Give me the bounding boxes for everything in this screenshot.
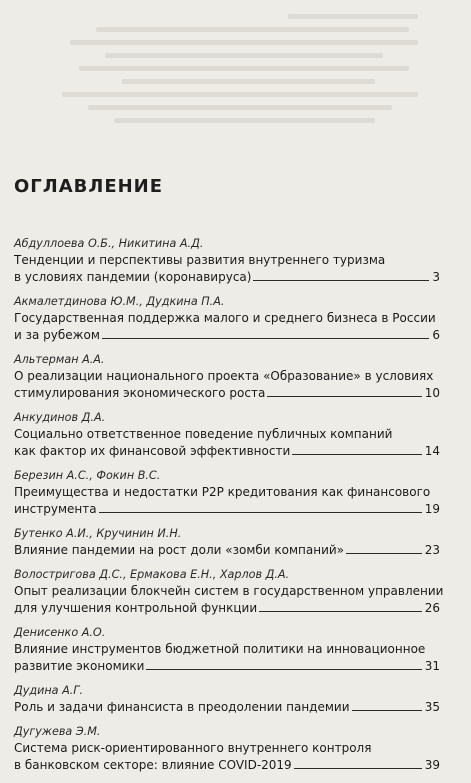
- toc-entry-last-line: [14, 269, 440, 286]
- toc-entry[interactable]: [14, 410, 440, 460]
- toc-leader-line: [99, 512, 422, 513]
- toc-leader-line: [146, 669, 421, 670]
- toc-leader-line: [102, 338, 429, 339]
- toc-entry[interactable]: [14, 724, 440, 774]
- toc-page-number: 26: [424, 601, 440, 615]
- toc-page-number: 35: [424, 700, 440, 714]
- toc-page-number: 39: [424, 758, 440, 772]
- toc-entry[interactable]: [14, 236, 440, 286]
- toc-entry-title-line: О реализации национального проекта «Образование» в условиях: [14, 369, 434, 383]
- toc-entry-title-line: Государственная поддержка малого и среднего бизнеса в России: [14, 311, 436, 325]
- toc-entry-authors: Волостригова Д.С., Ермакова Е.Н., Харлов Д.А.: [14, 568, 290, 581]
- toc-entry-title-line: Социально ответственное поведение публичных компаний: [14, 427, 393, 441]
- toc-entry-title-end: в банковском секторе: влияние COVID-2019: [14, 758, 292, 772]
- toc-entry-authors: Анкудинов Д.А.: [14, 411, 106, 424]
- toc-entry-last-line: [14, 542, 440, 559]
- toc-entry-authors: Бутенко А.И., Кручинин И.Н.: [14, 527, 182, 540]
- toc-entry-title-end: Роль и задачи финансиста в преодолении пандемии: [14, 700, 350, 714]
- toc-entry-authors: Дудина А.Г.: [14, 684, 84, 697]
- toc-entry-title-line: Преимущества и недостатки P2P кредитования как финансового: [14, 485, 431, 499]
- toc-entry-authors: Акмалетдинова Ю.М., Дудкина П.А.: [14, 295, 225, 308]
- toc-page-number: 10: [424, 386, 440, 400]
- toc-entry-title-line: Тенденции и перспективы развития внутреннего туризма: [14, 253, 386, 267]
- toc-entry-last-line: [14, 757, 440, 774]
- toc-leader-line: [292, 454, 421, 455]
- toc-entry[interactable]: [14, 567, 444, 617]
- toc-page-number: 23: [424, 543, 440, 557]
- toc-page-number: 31: [424, 659, 440, 673]
- toc-entry-title-end: инструмента: [14, 502, 97, 516]
- toc-entry-last-line: [14, 699, 440, 716]
- toc-entry-last-line: [14, 501, 440, 518]
- toc-entry-title-line: Опыт реализации блокчейн систем в государственном управлении: [14, 584, 444, 598]
- toc-entry-title-end: в условиях пандемии (коронавируса): [14, 270, 252, 284]
- toc-entry[interactable]: [14, 352, 440, 402]
- toc-entry-authors: Березин А.С., Фокин В.С.: [14, 469, 161, 482]
- toc-entry-last-line: [14, 600, 440, 617]
- toc-entry-authors: Альтерман А.А.: [14, 353, 105, 366]
- toc-entry-title-line: Система риск-ориентированного внутреннего контроля: [14, 741, 372, 755]
- toc-entry-last-line: [14, 385, 440, 402]
- toc-list: [14, 236, 444, 782]
- bleed-through-text: [18, 6, 453, 156]
- toc-page-number: 6: [432, 328, 440, 342]
- toc-entry[interactable]: [14, 294, 440, 344]
- toc-entry-title-end: развитие экономики: [14, 659, 145, 673]
- toc-entry-title-end: Влияние пандемии на рост доли «зомби компаний»: [14, 543, 345, 557]
- toc-entry-authors: Дугужева Э.М.: [14, 725, 101, 738]
- toc-entry-title-end: и за рубежом: [14, 328, 100, 342]
- toc-entry[interactable]: [14, 683, 440, 716]
- toc-entry[interactable]: [14, 468, 440, 518]
- toc-entry-title-end: стимулирования экономического роста: [14, 386, 266, 400]
- toc-page-number: 14: [424, 444, 440, 458]
- toc-entry-title-end: для улучшения контрольной функции: [14, 601, 258, 615]
- toc-entry[interactable]: [14, 526, 440, 559]
- toc-page-number: 3: [432, 270, 440, 284]
- toc-leader-line: [253, 280, 429, 281]
- toc-heading: ОГЛАВЛЕНИЕ: [14, 176, 164, 197]
- toc-entry-authors: Абдуллоева О.Б., Никитина А.Д.: [14, 237, 204, 250]
- toc-entry-last-line: [14, 327, 440, 344]
- toc-leader-line: [294, 768, 422, 769]
- toc-entry[interactable]: [14, 625, 440, 675]
- toc-leader-line: [346, 553, 422, 554]
- toc-leader-line: [352, 710, 422, 711]
- toc-entry-title-end: как фактор их финансовой эффективности: [14, 444, 291, 458]
- toc-entry-title-line: Влияние инструментов бюджетной политики на инновационное: [14, 642, 426, 656]
- toc-leader-line: [259, 611, 422, 612]
- toc-page-number: 19: [424, 502, 440, 516]
- toc-leader-line: [267, 396, 421, 397]
- toc-entry-last-line: [14, 658, 440, 675]
- toc-entry-last-line: [14, 443, 440, 460]
- toc-entry-authors: Денисенко А.О.: [14, 626, 106, 639]
